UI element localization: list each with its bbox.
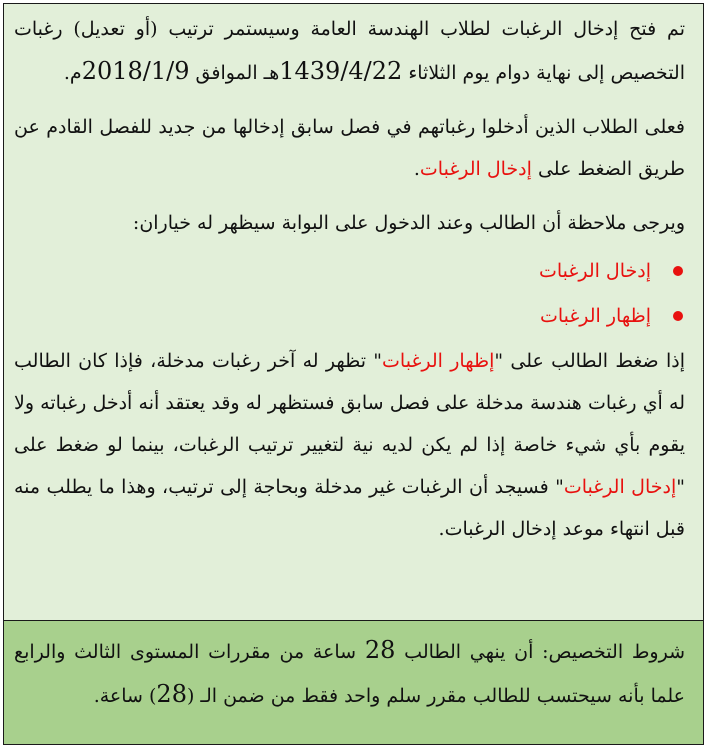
announcement-body	[4, 4, 703, 621]
required-hours: 28	[364, 636, 396, 664]
option-show-preferences[interactable]: إظهار الرغبات	[14, 295, 685, 340]
reentry-paragraph: فعلى الطلاب الذين أدخلوا رغباتهم في فصل سابق إدخالها من جديد للفصل القادم عن طريق الضغط على إدخال الرغبات.	[14, 116, 685, 180]
required-hours-2: 28	[156, 680, 187, 708]
enter-preferences-link-2[interactable]: إدخال الرغبات	[563, 476, 677, 498]
conditions-text: شروط التخصيص: أن ينهي الطالب 28 ساعة من مقررات المستوى الثالث والرابع علما بأنه سيحتسب للطالب مقرر سلم واحد فقط من ضمن الـ (28) ساعة.	[14, 636, 685, 708]
options-intro: ويرجى ملاحظة أن الطالب وعند الدخول على البوابة سيظهر له خياران:	[132, 212, 685, 234]
announcement-table	[3, 3, 704, 745]
option-enter-preferences[interactable]: إدخال الرغبات	[14, 250, 685, 295]
options-list	[14, 250, 685, 340]
bullet-icon	[673, 311, 683, 321]
hijri-date: 1439/4/22	[279, 57, 403, 85]
opening-paragraph: تم فتح إدخال الرغبات لطلاب الهندسة العامة وسيستمر ترتيب (أو تعديل) رغبات التخصيص إلى نهاية دوام يوم الثلاثاء 1439/4/22هـ الموافق 2018/1/9م.	[14, 18, 685, 85]
explanation-paragraph: إذا ضغط الطالب على "إظهار الرغبات" تظهر له آخر رغبات مدخلة، فإذا كان الطالب له أي رغبات هندسة مدخلة على فصل سابق فستظهر له وقد يعتقد أنه أدخل رغباته ولا يقوم بأي شيء خاصة إذا لم يكن لديه نية لتغيير ترتيب الرغبات، بينما لو ضغط على "إدخال الرغبات" فسيجد أن الرغبات غير مدخلة وبحاجة إلى ترتيب، وهذا ما يطلب منه قبل انتهاء موعد إدخال الرغبات.	[14, 350, 686, 540]
specialization-conditions	[4, 621, 703, 744]
bullet-icon	[673, 266, 683, 276]
enter-preferences-link[interactable]: إدخال الرغبات	[419, 158, 532, 180]
show-preferences-link[interactable]: إظهار الرغبات	[382, 350, 495, 372]
gregorian-date: 2018/1/9	[81, 57, 190, 85]
